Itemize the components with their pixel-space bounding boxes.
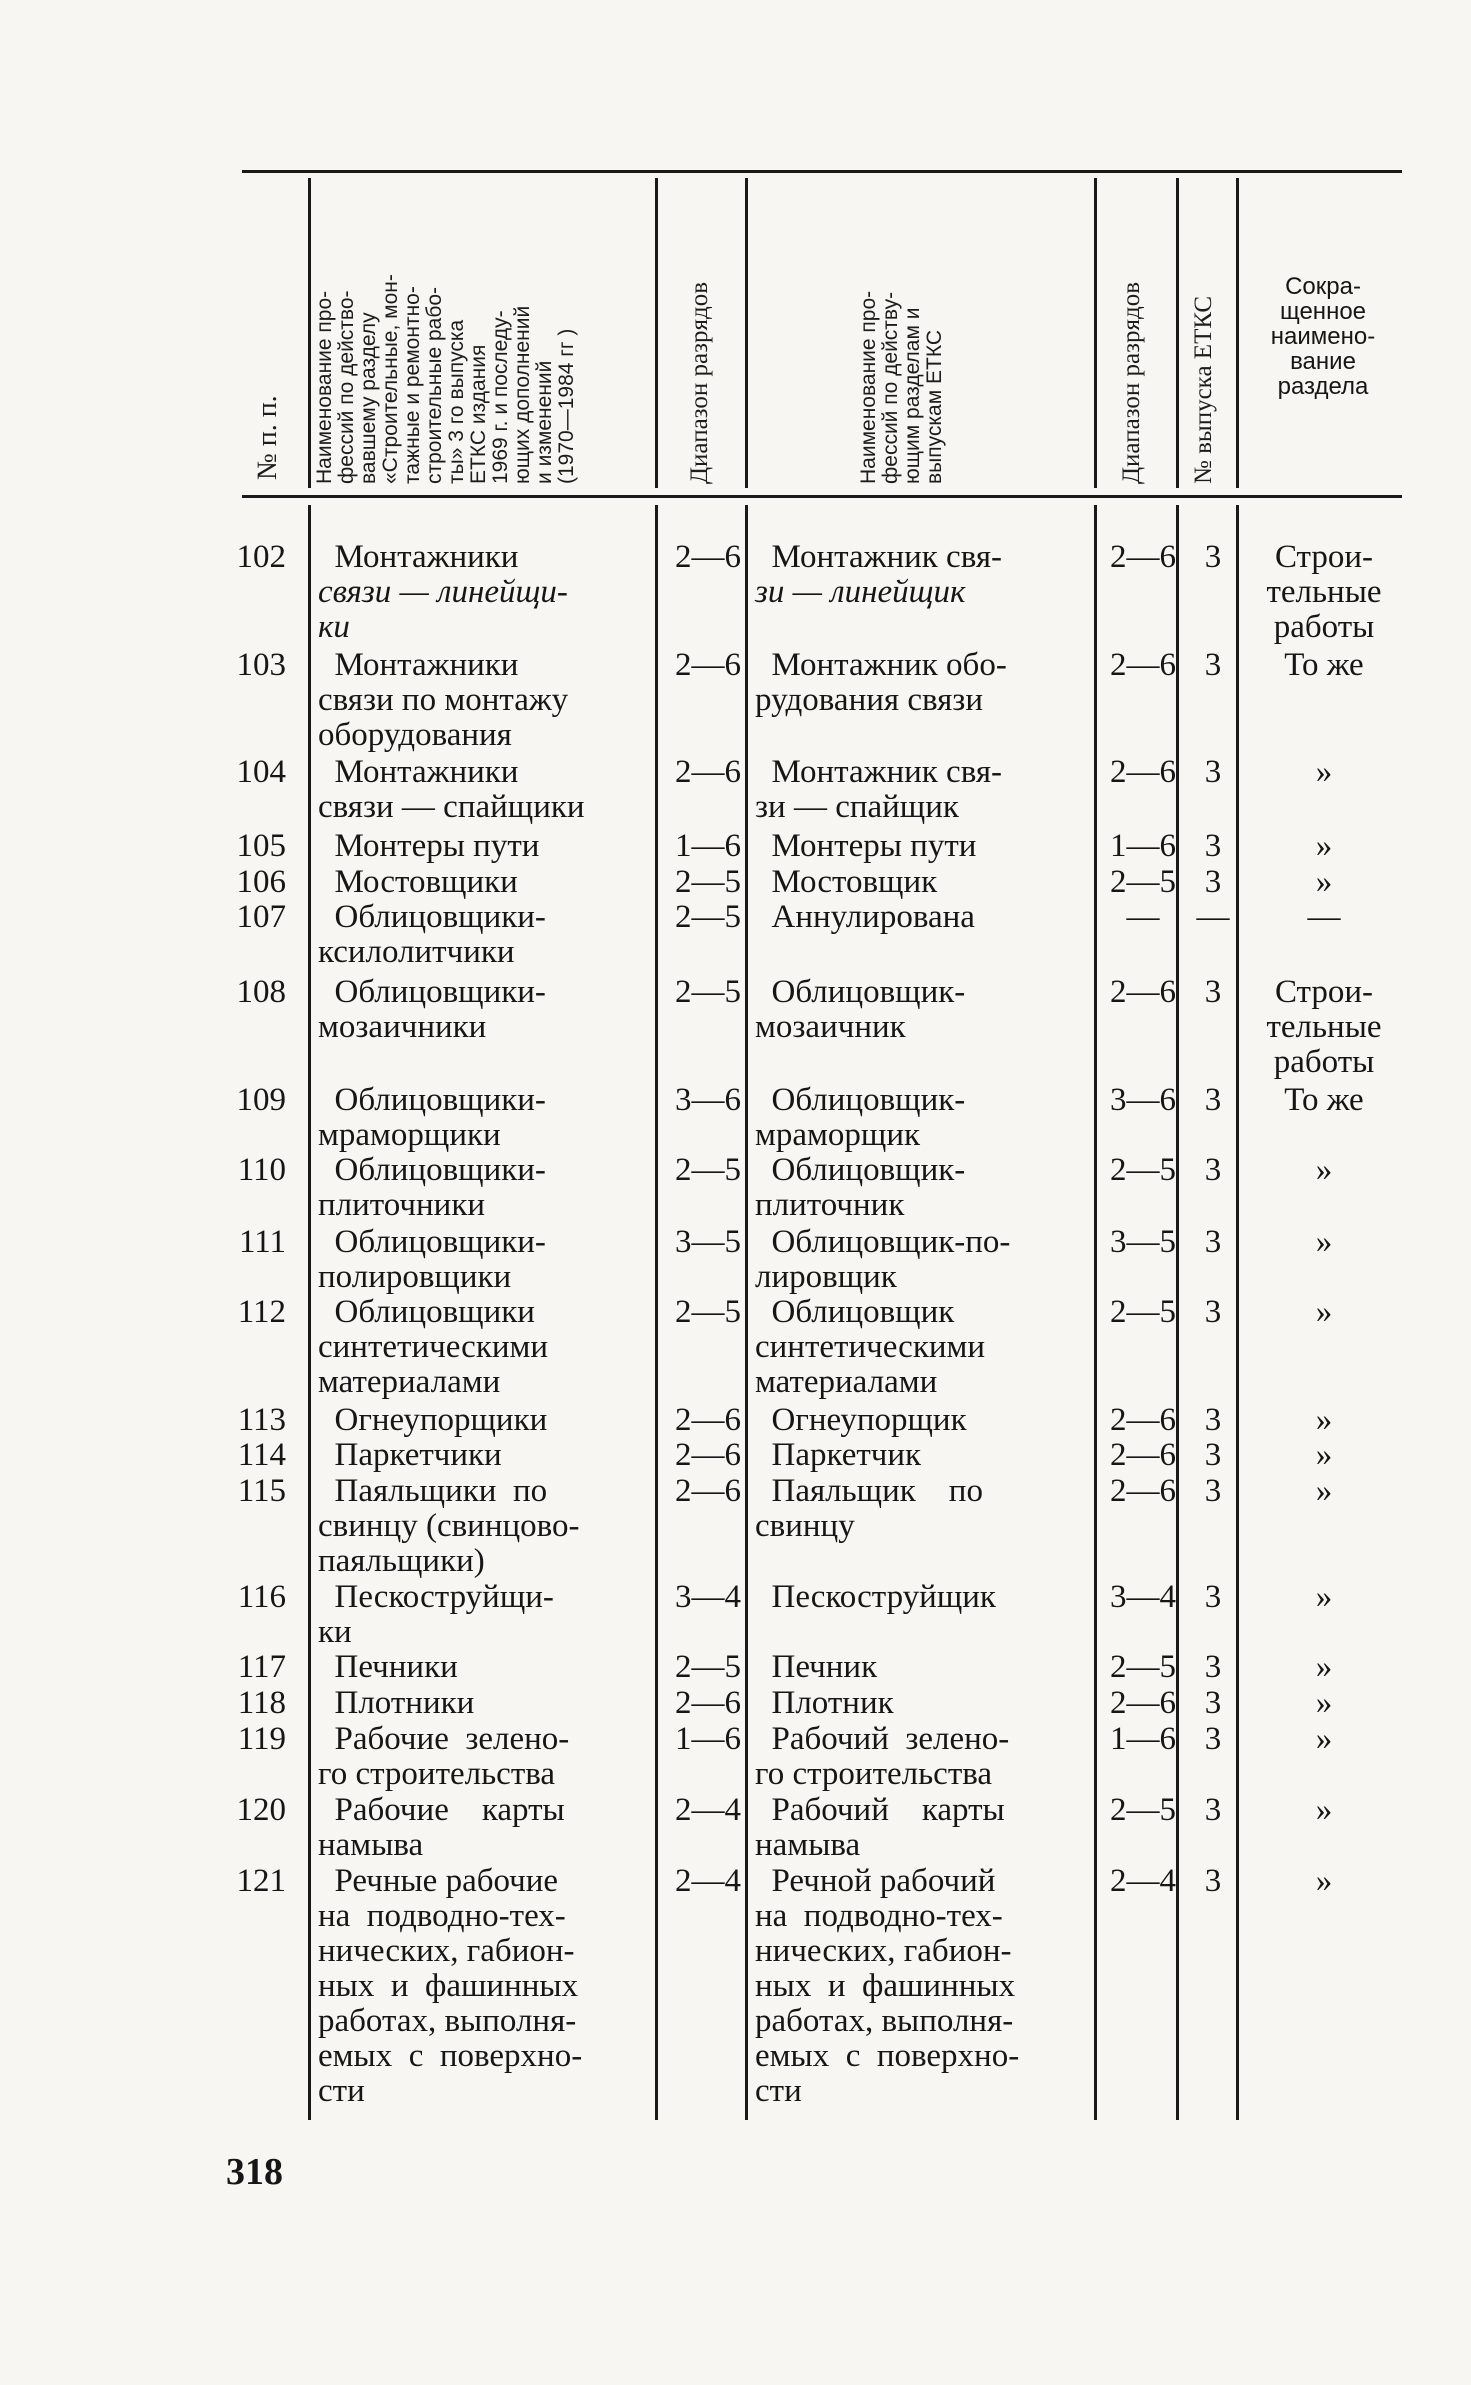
section-short-name: — <box>1307 899 1341 935</box>
header-divider-2 <box>655 178 658 488</box>
new-grade-range: 2—5 <box>1110 1792 1176 1828</box>
etks-issue-number: — <box>1196 899 1230 935</box>
etks-issue-number: 3 <box>1204 1685 1222 1721</box>
new-grade-range: 1—6 <box>1110 828 1176 864</box>
new-grade-range: 2—6 <box>1110 1685 1176 1721</box>
row-number: 105 <box>236 828 286 864</box>
section-short-name: » <box>1315 1473 1333 1509</box>
section-short-name: » <box>1315 1437 1333 1473</box>
new-profession-name: Монтеры пути <box>755 828 977 864</box>
old-grade-range: 2—6 <box>675 1685 741 1721</box>
etks-issue-number: 3 <box>1204 539 1222 575</box>
section-short-name: » <box>1315 1721 1333 1757</box>
row-number: 108 <box>236 974 286 1010</box>
old-grade-range: 2—6 <box>675 1473 741 1509</box>
old-grade-range: 1—6 <box>675 828 741 864</box>
section-short-name: То же <box>1284 1082 1364 1118</box>
section-short-name: » <box>1315 1863 1333 1899</box>
section-short-name: » <box>1315 828 1333 864</box>
etks-issue-number: 3 <box>1204 647 1222 683</box>
etks-issue-number: 3 <box>1204 828 1222 864</box>
header-divider-5 <box>1176 178 1179 488</box>
etks-issue-number: 3 <box>1204 1082 1222 1118</box>
old-profession-name: Рабочие карты намыва <box>318 1792 565 1863</box>
new-profession-name: Печник <box>755 1649 878 1685</box>
etks-issue-number: 3 <box>1204 754 1222 790</box>
old-profession-name: Печники <box>318 1649 458 1685</box>
section-short-name: » <box>1315 1224 1333 1260</box>
new-profession-name: Облицовщик синтетическими материалами <box>755 1294 986 1400</box>
old-grade-range: 3—5 <box>675 1224 741 1260</box>
section-short-name: » <box>1315 1402 1333 1438</box>
old-profession-name: Мостовщики <box>318 864 518 900</box>
new-profession-name: Рабочий зелено- го строительства <box>755 1721 1010 1792</box>
new-grade-range: 2—5 <box>1110 1294 1176 1330</box>
new-profession-name: Паркетчик <box>755 1437 922 1473</box>
old-profession-name: Плотники <box>318 1685 475 1721</box>
etks-issue-number: 3 <box>1204 1863 1222 1899</box>
body-divider-4 <box>1094 505 1097 2120</box>
new-profession-name: Речной рабочий на подводно-тех- нических, габион- ных и фашинных работах, выполня- емых с поверхно- сти <box>755 1863 1020 2109</box>
new-profession-name: Облицовщик- мозаичник <box>755 974 966 1045</box>
etks-issue-number: 3 <box>1204 1437 1222 1473</box>
new-grade-range: 3—4 <box>1110 1579 1176 1615</box>
row-number: 114 <box>237 1437 286 1473</box>
new-profession-name: Пескоструйщик <box>755 1579 996 1615</box>
row-number: 103 <box>236 647 286 683</box>
new-profession-name: Монтажник обо- рудования связи <box>755 647 1007 718</box>
row-number: 106 <box>236 864 286 900</box>
header-col-old-range: Диапазон разрядов <box>686 281 713 484</box>
etks-issue-number: 3 <box>1204 1649 1222 1685</box>
old-profession-name: Облицовщики- плиточники <box>318 1152 546 1223</box>
row-number: 116 <box>237 1579 286 1615</box>
old-grade-range: 2—6 <box>675 1437 741 1473</box>
section-short-name: » <box>1315 754 1333 790</box>
old-grade-range: 2—5 <box>675 974 741 1010</box>
row-number: 118 <box>237 1685 286 1721</box>
header-divider-3 <box>745 178 748 488</box>
new-profession-name: Плотник <box>755 1685 894 1721</box>
section-short-name: » <box>1315 1649 1333 1685</box>
header-col-new-name: Наименование про- фессий по действу- ющим разделам и выпускам ЕТКС <box>857 290 946 484</box>
new-grade-range: 2—5 <box>1110 1649 1176 1685</box>
header-col-issue: № выпуска ЕТКС <box>1190 295 1217 484</box>
section-short-name: » <box>1315 1152 1333 1188</box>
new-profession-name: Паяльщик по свинцу <box>755 1473 983 1544</box>
header-col-num: № п. п. <box>252 395 283 480</box>
old-profession-name: Рабочие зелено- го строительства <box>318 1721 570 1792</box>
old-grade-range: 2—6 <box>675 754 741 790</box>
old-profession-name: Монтажники связи — спайщики <box>318 754 585 825</box>
etks-issue-number: 3 <box>1204 1294 1222 1330</box>
section-short-name: » <box>1315 864 1333 900</box>
section-short-name: То же <box>1284 647 1364 683</box>
new-grade-range: 2—6 <box>1110 1473 1176 1509</box>
old-profession-name: Облицовщики- ксилолитчики <box>318 899 546 970</box>
row-number: 111 <box>238 1224 286 1260</box>
section-short-name: Строи- тельные работы <box>1266 974 1382 1080</box>
etks-issue-number: 3 <box>1204 1579 1222 1615</box>
old-profession-name: Паркетчики <box>318 1437 502 1473</box>
body-divider-2 <box>655 505 658 2120</box>
old-grade-range: 2—4 <box>675 1792 741 1828</box>
old-profession-name: Речные рабочие на подводно-тех- нических, габион- ных и фашинных работах, выполня- емых с поверхно- сти <box>318 1863 583 2109</box>
old-profession-name: Пескоструйщи- ки <box>318 1579 554 1650</box>
header-col-new-range: Диапазон разрядов <box>1118 281 1145 484</box>
old-grade-range: 3—4 <box>675 1579 741 1615</box>
new-profession-name: Монтажник свя- зи — спайщик <box>755 754 1003 825</box>
row-number: 110 <box>237 1152 286 1188</box>
row-number: 113 <box>237 1402 286 1438</box>
page-number: 318 <box>226 2151 283 2193</box>
section-short-name: » <box>1315 1792 1333 1828</box>
old-profession-name: Монтажники связи по монтажу оборудования <box>318 647 569 753</box>
old-profession-name: Облицовщики синтетическими материалами <box>318 1294 549 1400</box>
new-grade-range: 2—6 <box>1110 754 1176 790</box>
etks-issue-number: 3 <box>1204 1721 1222 1757</box>
old-profession-name: Монтеры пути <box>318 828 540 864</box>
table-top-rule <box>242 170 1402 173</box>
old-grade-range: 2—6 <box>675 647 741 683</box>
body-divider-6 <box>1236 505 1239 2120</box>
old-profession-name: Паяльщики по свинцу (свинцово- паяльщики) <box>318 1473 580 1579</box>
new-grade-range: 3—5 <box>1110 1224 1176 1260</box>
new-profession-name: Огнеупорщик <box>755 1402 967 1438</box>
header-col-old-name: Наименование про- фессий по действо- вавшему разделу «Строительные, мон- тажные и ремонтно- строительные рабо- ты» 3 го выпуска ЕТКС издания 1969 г. и последу- ющих дополнений и изменений (1970—1984 гг ) <box>313 274 578 484</box>
etks-issue-number: 3 <box>1204 1792 1222 1828</box>
header-bottom-rule <box>242 495 1402 498</box>
new-grade-range: 2—5 <box>1110 864 1176 900</box>
etks-issue-number: 3 <box>1204 1152 1222 1188</box>
new-grade-range: — <box>1126 899 1160 935</box>
etks-issue-number: 3 <box>1204 974 1222 1010</box>
old-grade-range: 2—5 <box>675 899 741 935</box>
old-grade-range: 2—4 <box>675 1863 741 1899</box>
new-profession-name: Облицовщик- мраморщик <box>755 1082 966 1153</box>
new-grade-range: 2—6 <box>1110 1402 1176 1438</box>
new-grade-range: 2—6 <box>1110 647 1176 683</box>
old-grade-range: 2—6 <box>675 539 741 575</box>
header-col-section: Сокра- щенное наимено- вание раздела <box>1270 273 1376 400</box>
old-profession-name: Монтажники связи — линейщи- ки <box>318 539 568 645</box>
old-grade-range: 2—5 <box>675 1649 741 1685</box>
old-profession-name: Облицовщики- полировщики <box>318 1224 546 1295</box>
row-number: 107 <box>236 899 286 935</box>
new-profession-name: Облицовщик-по- лировщик <box>755 1224 1011 1295</box>
old-grade-range: 2—5 <box>675 1294 741 1330</box>
old-grade-range: 1—6 <box>675 1721 741 1757</box>
header-divider-1 <box>308 178 311 488</box>
new-profession-name: Мостовщик <box>755 864 938 900</box>
header-divider-6 <box>1236 178 1239 488</box>
section-short-name: Строи- тельные работы <box>1266 539 1382 645</box>
new-profession-name: Облицовщик- плиточник <box>755 1152 966 1223</box>
section-short-name: » <box>1315 1685 1333 1721</box>
new-profession-name: Аннулирована <box>755 899 975 935</box>
etks-issue-number: 3 <box>1204 1473 1222 1509</box>
row-number: 109 <box>236 1082 286 1118</box>
new-grade-range: 1—6 <box>1110 1721 1176 1757</box>
old-grade-range: 3—6 <box>675 1082 741 1118</box>
new-grade-range: 2—6 <box>1110 974 1176 1010</box>
old-grade-range: 2—6 <box>675 1402 741 1438</box>
row-number: 115 <box>237 1473 286 1509</box>
new-grade-range: 2—4 <box>1110 1863 1176 1899</box>
row-number: 119 <box>237 1721 286 1757</box>
old-profession-name: Облицовщики- мраморщики <box>318 1082 546 1153</box>
new-profession-name: Рабочий карты намыва <box>755 1792 1005 1863</box>
new-grade-range: 2—6 <box>1110 539 1176 575</box>
row-number: 102 <box>236 539 286 575</box>
new-grade-range: 3—6 <box>1110 1082 1176 1118</box>
old-grade-range: 2—5 <box>675 864 741 900</box>
header-divider-4 <box>1094 178 1097 488</box>
body-divider-1 <box>308 505 311 2120</box>
row-number: 117 <box>237 1649 286 1685</box>
etks-issue-number: 3 <box>1204 1224 1222 1260</box>
row-number: 104 <box>236 754 286 790</box>
new-grade-range: 2—5 <box>1110 1152 1176 1188</box>
etks-issue-number: 3 <box>1204 864 1222 900</box>
section-short-name: » <box>1315 1294 1333 1330</box>
section-short-name: » <box>1315 1579 1333 1615</box>
old-grade-range: 2—5 <box>675 1152 741 1188</box>
old-profession-name: Облицовщики- мозаичники <box>318 974 546 1045</box>
row-number: 112 <box>237 1294 286 1330</box>
old-profession-name: Огнеупорщики <box>318 1402 548 1438</box>
etks-issue-number: 3 <box>1204 1402 1222 1438</box>
new-profession-name: Монтажник свя- зи — линейщик <box>755 539 1003 610</box>
row-number: 120 <box>236 1792 286 1828</box>
row-number: 121 <box>236 1863 286 1899</box>
new-grade-range: 2—6 <box>1110 1437 1176 1473</box>
